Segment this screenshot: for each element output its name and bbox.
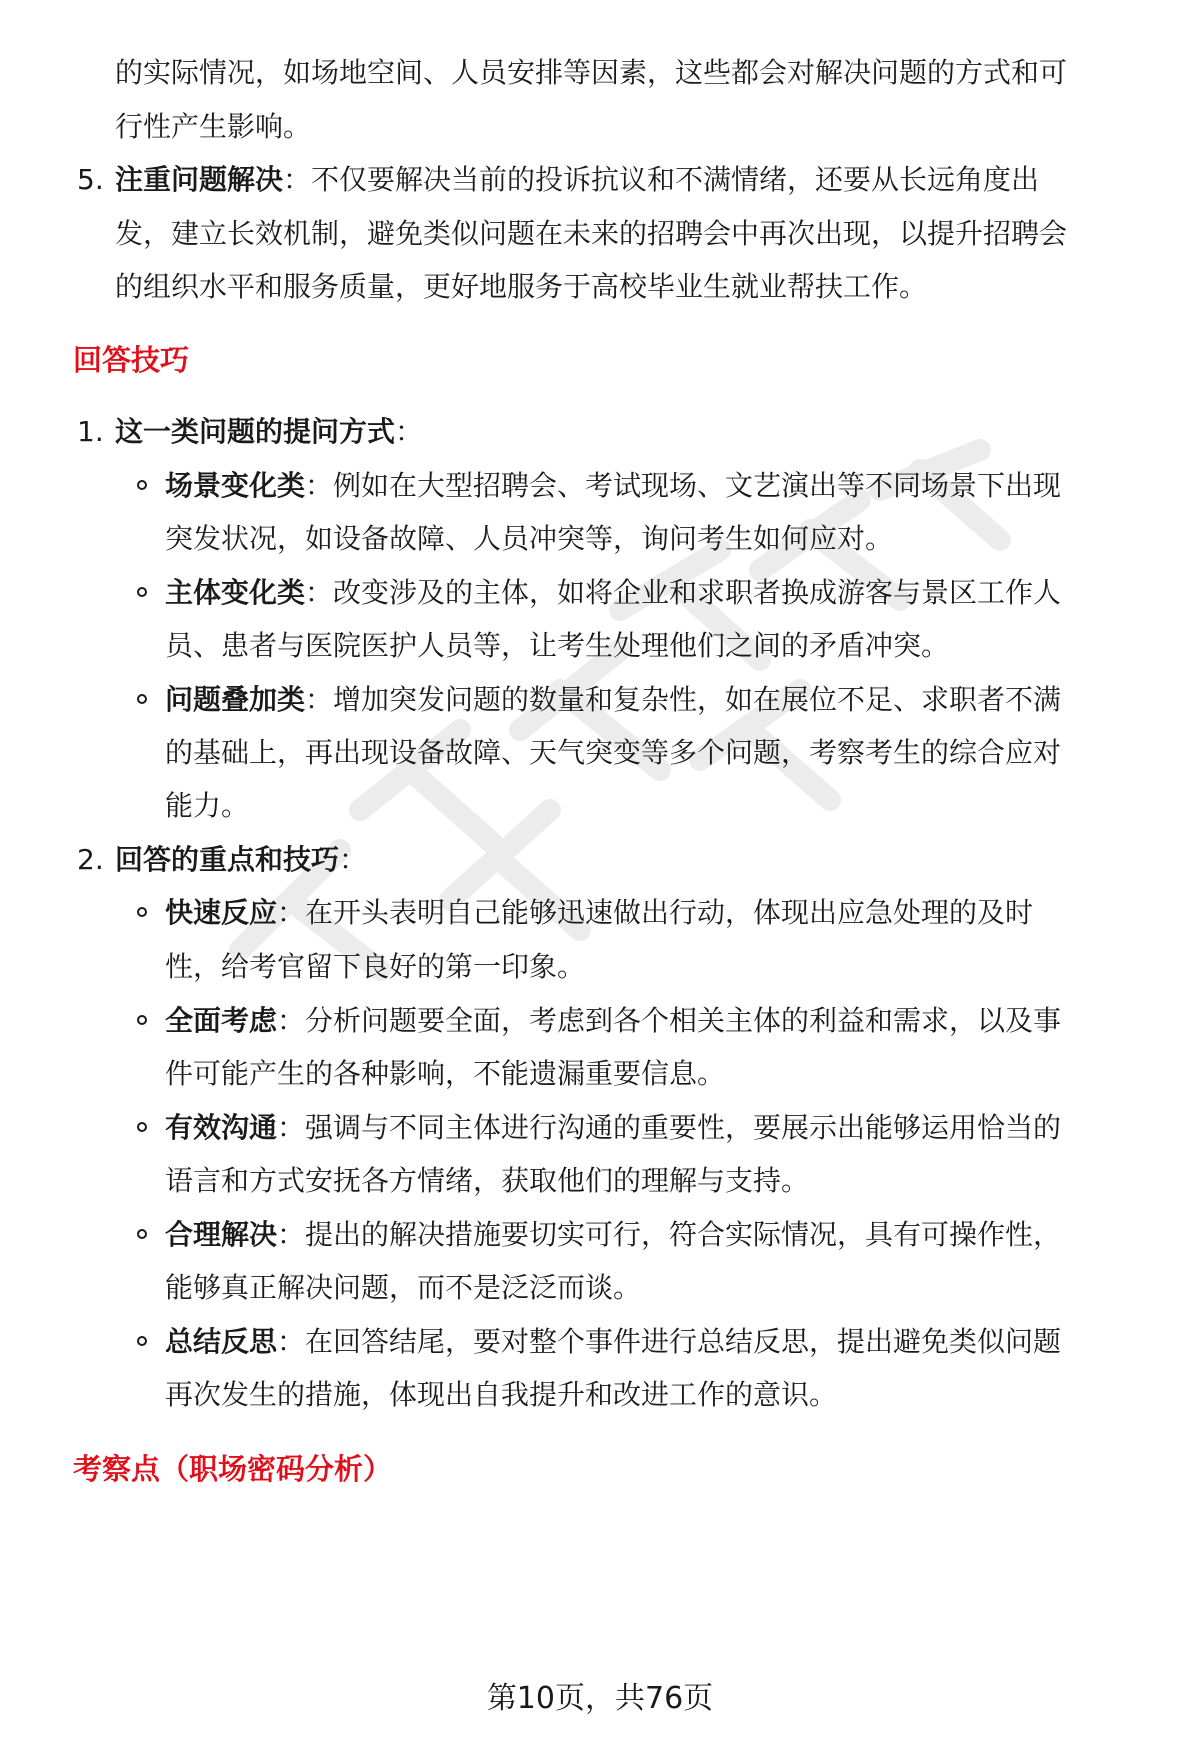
- sub-item-text: 在开头表明自己能够迅速做出行动，体现出应急处理的及时: [305, 896, 1034, 929]
- section-heading: 考察点（职场密码分析）: [73, 1452, 393, 1486]
- sub-item-text: 性，给考官留下良好的第一印象。: [165, 950, 586, 983]
- sub-item-first-line: [165, 1322, 1061, 1362]
- sub-item-text: 分析问题要全面，考虑到各个相关主体的利益和需求，以及事: [305, 1004, 1062, 1037]
- intro-line: 的实际情况，如场地空间、人员安排等因素，这些都会对解决问题的方式和可: [115, 56, 1068, 89]
- sub-item-text: 在回答结尾，要对整个事件进行总结反思，提出避免类似问题: [305, 1325, 1062, 1358]
- sub-item-first-line: [165, 1215, 1061, 1255]
- list-item-title: 回答的重点和技巧: [115, 843, 340, 876]
- sub-item-first-line: [165, 680, 1061, 720]
- sub-item-title: 主体变化类: [165, 576, 306, 609]
- sub-item-title: 全面考虑: [165, 1004, 278, 1037]
- colon: ：: [305, 683, 334, 716]
- sub-item-text: 能够真正解决问题，而不是泛泛而谈。: [165, 1271, 642, 1304]
- sub-item-first-line: [165, 893, 1033, 933]
- sub-item-title: 有效沟通: [165, 1111, 278, 1144]
- sub-item-text: 改变涉及的主体，如将企业和求职者换成游客与景区工作人: [333, 576, 1062, 609]
- list-item-title: 这一类问题的提问方式: [115, 415, 396, 448]
- bullet-icon: [137, 480, 147, 490]
- sub-item-text: 再次发生的措施，体现出自我提升和改进工作的意识。: [165, 1378, 838, 1411]
- colon: ：: [277, 1111, 306, 1144]
- bullet-icon: [137, 1122, 147, 1132]
- list-item-title-line: [115, 840, 367, 880]
- sub-item-text: 语言和方式安抚各方情绪，获取他们的理解与支持。: [165, 1164, 810, 1197]
- list-item-title: 注重问题解决: [115, 163, 284, 196]
- list-item-title-line: [115, 412, 423, 452]
- colon: ：: [305, 469, 334, 502]
- sub-item-title: 快速反应: [165, 896, 278, 929]
- bullet-icon: [137, 907, 147, 917]
- section-heading: 回答技巧: [73, 343, 190, 377]
- list-number: 5.: [77, 163, 104, 196]
- sub-item-title: 场景变化类: [165, 469, 306, 502]
- bullet-icon: [137, 587, 147, 597]
- sub-item-first-line: [165, 1001, 1061, 1041]
- bullet-icon: [137, 1229, 147, 1239]
- list-item-first-line: [115, 160, 1039, 200]
- sub-item-text: 提出的解决措施要切实可行，符合实际情况，具有可操作性，: [305, 1218, 1062, 1251]
- sub-item-title: 合理解决: [165, 1218, 278, 1251]
- sub-item-text: 能力。: [165, 789, 250, 822]
- colon: ：: [277, 1218, 306, 1251]
- sub-item-title: 总结反思: [165, 1325, 278, 1358]
- colon: ：: [277, 1004, 306, 1037]
- sub-item-text: 增加突发问题的数量和复杂性，如在展位不足、求职者不满: [333, 683, 1062, 716]
- sub-item-text: 强调与不同主体进行沟通的重要性，要展示出能够运用恰当的: [305, 1111, 1062, 1144]
- colon: ：: [339, 843, 368, 876]
- list-number: 2.: [77, 843, 104, 876]
- sub-item-text: 例如在大型招聘会、考试现场、文艺演出等不同场景下出现: [333, 469, 1062, 502]
- list-item-text: 的组织水平和服务质量，更好地服务于高校毕业生就业帮扶工作。: [115, 270, 928, 303]
- page-number: 第10页，共76页: [486, 1681, 714, 1716]
- bullet-icon: [137, 1336, 147, 1346]
- sub-item-text: 突发状况，如设备故障、人员冲突等，询问考生如何应对。: [165, 522, 894, 555]
- list-item-text: 发，建立长效机制，避免类似问题在未来的招聘会中再次出现，以提升招聘会: [115, 217, 1068, 250]
- colon: ：: [283, 163, 312, 196]
- colon: ：: [277, 896, 306, 929]
- list-item-text: 不仅要解决当前的投诉抗议和不满情绪，还要从长远角度出: [311, 163, 1040, 196]
- colon: ：: [395, 415, 424, 448]
- sub-item-text: 的基础上，再出现设备故障、天气突变等多个问题，考察考生的综合应对: [165, 736, 1062, 769]
- sub-item-text: 件可能产生的各种影响，不能遗漏重要信息。: [165, 1057, 726, 1090]
- sub-item-first-line: [165, 466, 1061, 506]
- sub-item-first-line: [165, 573, 1061, 613]
- sub-item-first-line: [165, 1108, 1061, 1148]
- sub-item-text: 员、患者与医院医护人员等，让考生处理他们之间的矛盾冲突。: [165, 629, 950, 662]
- bullet-icon: [137, 1015, 147, 1025]
- intro-line: 行性产生影响。: [115, 110, 312, 143]
- colon: ：: [277, 1325, 306, 1358]
- list-number: 1.: [77, 415, 104, 448]
- colon: ：: [305, 576, 334, 609]
- bullet-icon: [137, 694, 147, 704]
- sub-item-title: 问题叠加类: [165, 683, 306, 716]
